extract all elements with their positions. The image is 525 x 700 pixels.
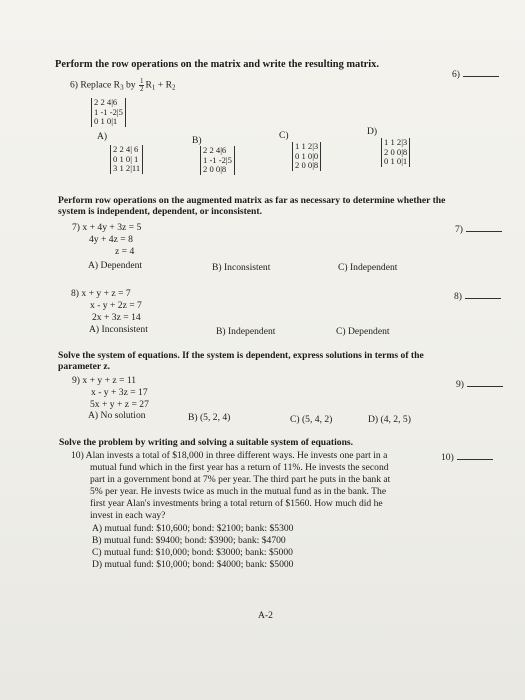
matrix-row: 2 0 0|8 xyxy=(384,146,408,157)
matrix-row: 1 1 2|3 xyxy=(384,137,408,147)
q10-problem-line: 10) Alan invests a total of $18,000 in three different ways. He invests one part in a xyxy=(71,450,388,461)
q9-choice-d: D) (4, 2, 5) xyxy=(368,414,411,425)
q10-number: 10) xyxy=(441,452,454,463)
q6-prompt-prefix: 6) Replace R xyxy=(70,79,121,91)
q9-eq2: x - y + 3z = 17 xyxy=(91,387,148,398)
q7-eq1: 7) x + 4y + 3z = 5 xyxy=(72,222,142,233)
q8-choice-c: C) Dependent xyxy=(336,326,390,337)
q7-number: 7) xyxy=(455,224,463,235)
q8-answer-slot xyxy=(454,290,501,302)
matrix-row: 3 1 2|11 xyxy=(113,163,141,174)
section2-instruction-line2: system is independent, dependent, or inconsistent. xyxy=(58,206,262,217)
matrix-row: 0 1 0|0 xyxy=(295,150,319,161)
q7-answer-line xyxy=(466,223,502,232)
q6-prompt-r1-sub: 1 xyxy=(151,83,156,92)
q6-prompt-plus: + R xyxy=(155,79,172,91)
q10-problem-line: part in a government bond at 7% per year. The third part he puts in the bank at xyxy=(90,474,391,485)
q6-prompt xyxy=(70,78,176,94)
matrix-row: 2 0 0|8 xyxy=(203,164,227,175)
q10-problem-line: 5% per year. He invests twice as much in the mutual fund as in the bank. The xyxy=(90,486,387,497)
matrix-row: 1 -1 -2|5 xyxy=(203,154,232,165)
q8-choice-b: B) Independent xyxy=(216,326,276,337)
page-number: A-2 xyxy=(258,610,273,621)
q6-choice-d-label: D) xyxy=(367,126,378,137)
q6-choice-a-label: A) xyxy=(97,131,108,142)
q7-choice-c: C) Independent xyxy=(338,262,398,273)
q6-prompt-r2-sub: 2 xyxy=(172,83,176,92)
matrix-row: 2 2 4|6 xyxy=(94,97,118,107)
q10-choice-c: C) mutual fund: $10,000; bond: $3000; bank: $5000 xyxy=(92,547,293,558)
q9-number: 9) xyxy=(456,379,464,390)
q6-fraction xyxy=(139,78,145,93)
q9-choice-c: C) (5, 4, 2) xyxy=(290,414,333,425)
q7-choice-b: B) Inconsistent xyxy=(212,262,271,273)
q6-answer-slot xyxy=(452,68,499,80)
q6-answer-line xyxy=(463,68,499,77)
q6-choice-a-matrix xyxy=(110,145,143,174)
section2-instruction-line1: Perform row operations on the augmented matrix as far as necessary to determine whether the xyxy=(58,195,446,206)
q6-choice-d-matrix xyxy=(381,138,410,167)
matrix-row: 2 2 4| 6 xyxy=(113,144,139,154)
q8-eq3: 2x + 3z = 14 xyxy=(92,312,141,323)
q6-prompt-by: by xyxy=(123,79,138,91)
q10-answer-line xyxy=(457,451,493,460)
header-instruction: Perform the row operations on the matrix and write the resulting matrix. xyxy=(55,59,379,70)
q8-answer-line xyxy=(465,290,501,299)
q8-eq1: 8) x + y + z = 7 xyxy=(71,288,131,299)
q10-answer-slot xyxy=(441,451,493,463)
q9-choice-b: B) (5, 2, 4) xyxy=(188,412,231,423)
q6-number: 6) xyxy=(452,69,460,80)
q8-choice-a: A) Inconsistent xyxy=(89,324,148,335)
section3-instruction-line1: Solve the system of equations. If the system is dependent, express solutions in terms of the xyxy=(58,350,424,361)
q9-answer-slot xyxy=(456,378,503,390)
q7-eq3: z = 4 xyxy=(115,246,135,257)
q9-choice-a: A) No solution xyxy=(88,410,146,421)
q9-eq3: 5x + y + z = 27 xyxy=(90,399,149,410)
q7-choice-a: A) Dependent xyxy=(88,260,143,271)
q6-choice-b-matrix xyxy=(200,146,235,175)
matrix-row: 0 1 0| 1 xyxy=(113,153,139,164)
matrix-row: 1 1 2|3 xyxy=(295,141,319,151)
q6-choice-c-label: C) xyxy=(279,130,289,141)
q6-frac-num: 1 xyxy=(139,77,144,85)
q10-problem-line: mutual fund which in the first year has a return of 11%. He invests the second xyxy=(90,462,389,473)
matrix-row: 0 1 0|1 xyxy=(384,156,408,167)
q10-choice-a: A) mutual fund: $10,600; bond: $2100; bank: $5300 xyxy=(92,523,294,534)
q10-choice-b: B) mutual fund: $9400; bond: $3900; bank: $4700 xyxy=(92,535,286,546)
q6-frac-den: 2 xyxy=(139,85,144,93)
q6-prompt-r1: R xyxy=(145,79,152,91)
q8-number: 8) xyxy=(454,291,462,302)
q10-choice-d: D) mutual fund: $10,000; bond: $4000; bank: $5000 xyxy=(92,559,294,570)
q6-choice-c-matrix xyxy=(292,142,321,171)
section3-instruction-line2: parameter z. xyxy=(58,361,111,372)
matrix-row: 0 1 0|1 xyxy=(94,116,118,127)
matrix-row: 2 2 4|6 xyxy=(203,145,227,155)
matrix-row: 1 -1 -2|5 xyxy=(94,106,123,117)
section4-instruction: Solve the problem by writing and solving a suitable system of equations. xyxy=(59,437,354,448)
q9-eq1: 9) x + y + z = 11 xyxy=(72,375,137,386)
q6-choice-b-label: B) xyxy=(192,135,202,146)
q10-problem-line: invest in each way? xyxy=(90,510,166,521)
q8-eq2: x - y + 2z = 7 xyxy=(90,300,142,311)
q9-answer-line xyxy=(467,378,503,387)
matrix-row: 2 0 0|8 xyxy=(295,160,319,171)
q10-problem-line: first year Alan's investments bring a total return of $1560. How much did he xyxy=(90,498,383,509)
q6-prompt-r3: 3 xyxy=(120,83,124,92)
q6-given-matrix xyxy=(91,98,126,127)
q7-answer-slot xyxy=(455,223,502,235)
q7-eq2: 4y + 4z = 8 xyxy=(89,234,133,245)
